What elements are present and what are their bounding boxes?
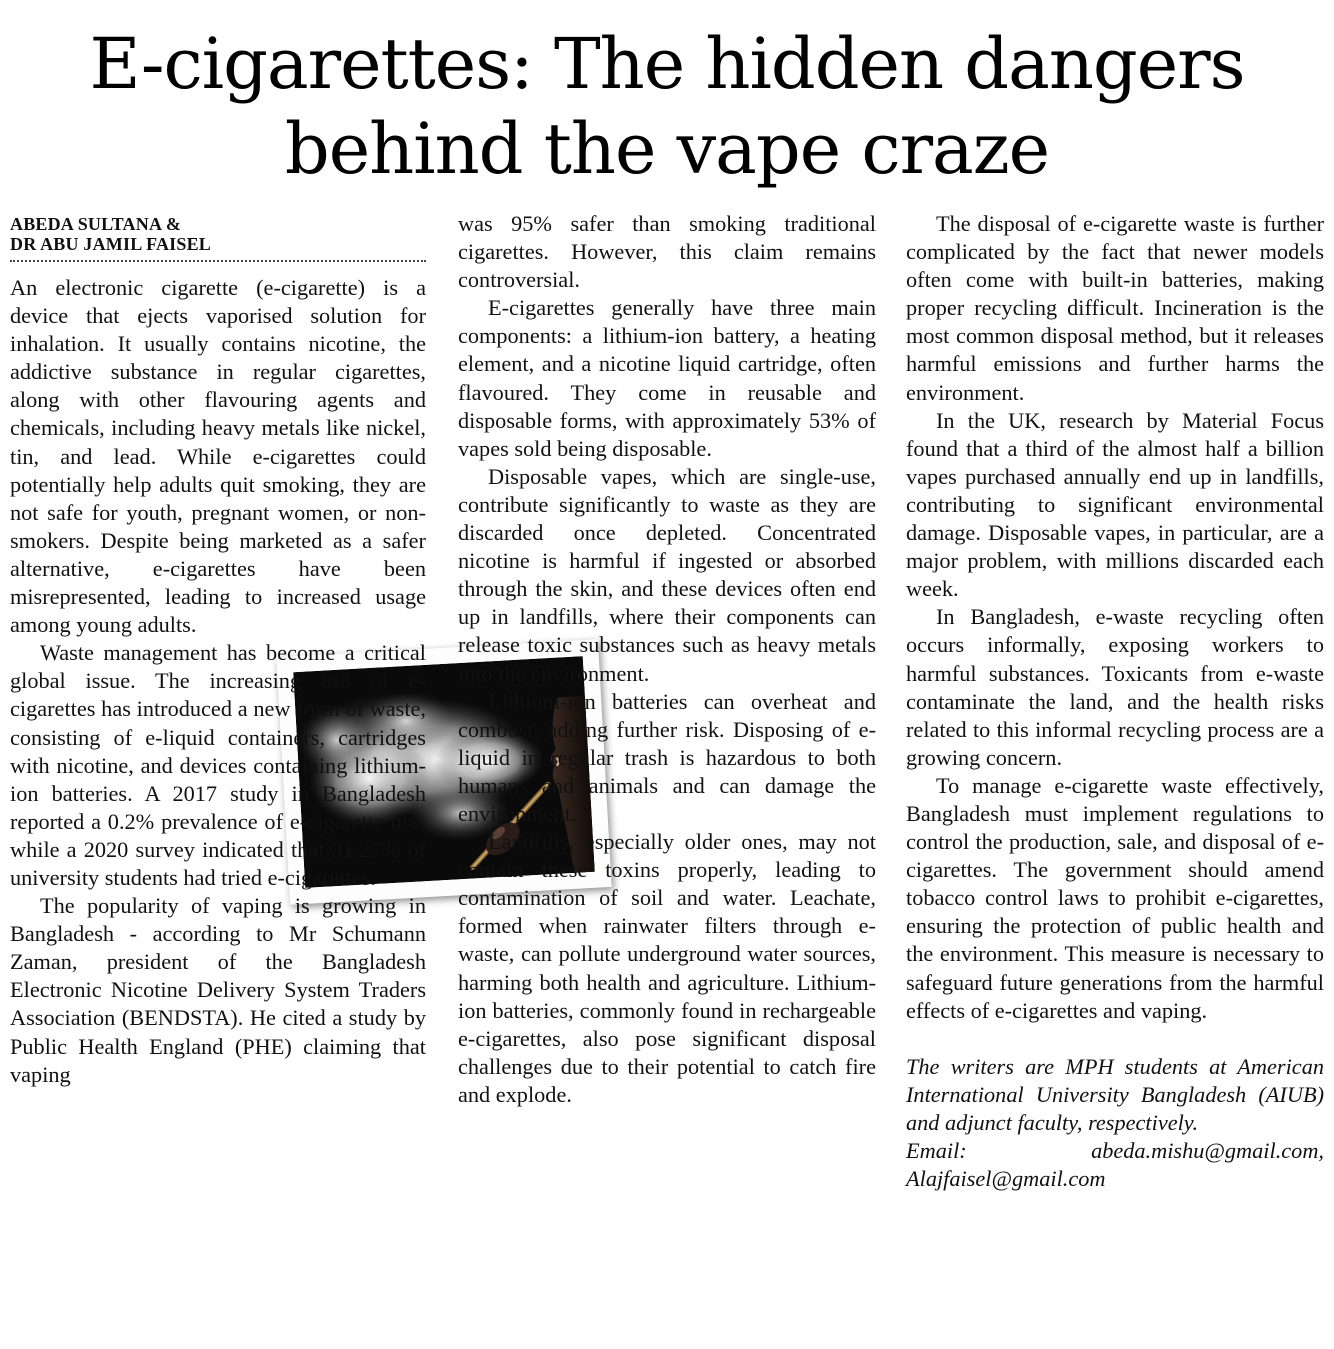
paragraph: To manage e-cigarette waste effectively, Bangladesh must implement regulations to control the production, sale, and disposal of e-cigarettes. The government should amend tobacco control laws to prohibit e-cigarettes, ensuring the protection of public health and the environment. This measure is necessary to safeguard future generations from the harmful effects of e-cigarettes and vaping. xyxy=(906,772,1324,1023)
author-bio: The writers are MPH students at American International University Bangladesh (AIUB) and adjunct faculty, respectively. xyxy=(906,1053,1324,1135)
column-3 xyxy=(906,210,1324,1193)
headline-line-1: E-cigarettes: The hidden dangers xyxy=(89,23,1245,105)
column-2 xyxy=(458,210,876,1109)
paragraph: Landfills, especially older ones, may not contain these toxins properly, leading to contamination of soil and water. Leachate, formed when rainwater filters through e-waste, can pollute underground water sources, harming both health and agriculture. Lithium-ion batteries, commonly found in rechargeable e-cigarettes, also pose significant disposal challenges due to their potential to catch fire and explode. xyxy=(458,829,876,1107)
byline-divider xyxy=(10,260,426,262)
column-1 xyxy=(10,210,426,1089)
paragraph: was 95% safer than smoking traditional cigarettes. However, this claim remains controversial. xyxy=(458,211,876,293)
author-emails xyxy=(906,1137,1324,1165)
paragraph: In the UK, research by Material Focus found that a third of the almost half a billion vapes purchased annually end up in landfills, contributing to significant environmental damage. Disposable vapes, in particular, are a major problem, with millions discarded each week. xyxy=(906,407,1324,602)
paragraph: Lithium-ion batteries can overheat and combust, adding further risk. Disposing of e-liquid in regular trash is hazardous to both humans and animals and can damage the environment. xyxy=(458,688,876,826)
byline xyxy=(10,214,426,254)
paragraph: Disposable vapes, which are single-use, contribute significantly to waste as they are discarded once depleted. Concentrated nicotine is harmful if ingested or absorbed through the skin, and these devices often end up in landfills, where their components can release toxic substances such as heavy metals into the environment. xyxy=(458,463,876,686)
paragraph: Waste management has become a critical global issue. The increasing use of e-cigarettes has introduced a new form of waste, consisting of e-liquid containers, cartridges with nicotine, and devices containing lithium-ion batteries. A 2017 study in Bangladesh reported a 0.2% prevalence of e-cigarette use, while a 2020 survey indicated that 31.27% of university students had tried e-cigarettes. xyxy=(10,640,426,890)
paragraph: An electronic cigarette (e-cigarette) is a device that ejects vaporised solution for inhalation. It usually contains nicotine, the addictive substance in regular cigarettes, along with other flavouring agents and chemicals, including heavy metals like nickel, tin, and lead. While e-cigarettes could potentially help adults quit smoking, they are not safe for youth, pregnant women, or non-smokers. Despite being marketed as a safer alternative, e-cigarettes have been misrepresented, leading to increased usage among young adults. xyxy=(10,275,426,638)
headline-line-2: behind the vape craze xyxy=(284,108,1050,190)
article-headline xyxy=(0,22,1334,192)
paragraph: The popularity of vaping is growing in Bangladesh - according to Mr Schumann Zaman, president of the Bangladesh Electronic Nicotine Delivery System Traders Association (BENDSTA). He cited a study by Public Health England (PHE) claiming that vaping xyxy=(10,893,426,1087)
byline-author-1: ABEDA SULTANA & xyxy=(10,214,182,234)
paragraph: The disposal of e-cigarette waste is further complicated by the fact that newer models often come with built-in batteries, making proper recycling difficult. Incineration is the most common disposal method, but it releases harmful emissions and further harms the environment. xyxy=(906,211,1324,405)
paragraph: In Bangladesh, e-waste recycling often occurs informally, exposing workers to harmful substances. Toxicants from e-waste contaminate the land, and the health risks related to this informal recycling process are a growing concern. xyxy=(906,604,1324,770)
email-link-1[interactable]: abeda.mishu@gmail.com, xyxy=(1091,1138,1324,1163)
byline-author-2: DR ABU JAMIL FAISEL xyxy=(10,234,212,254)
email-label: Email: xyxy=(906,1138,967,1163)
email-link-2[interactable]: Alajfaisel@gmail.com xyxy=(906,1166,1106,1192)
email-line-2 xyxy=(906,1165,1324,1193)
paragraph: E-cigarettes generally have three main components: a lithium-ion battery, a heating element, and a nicotine liquid cartridge, often flavoured. They come in reusable and disposable forms, with approximately 53% of vapes sold being disposable. xyxy=(458,295,876,461)
